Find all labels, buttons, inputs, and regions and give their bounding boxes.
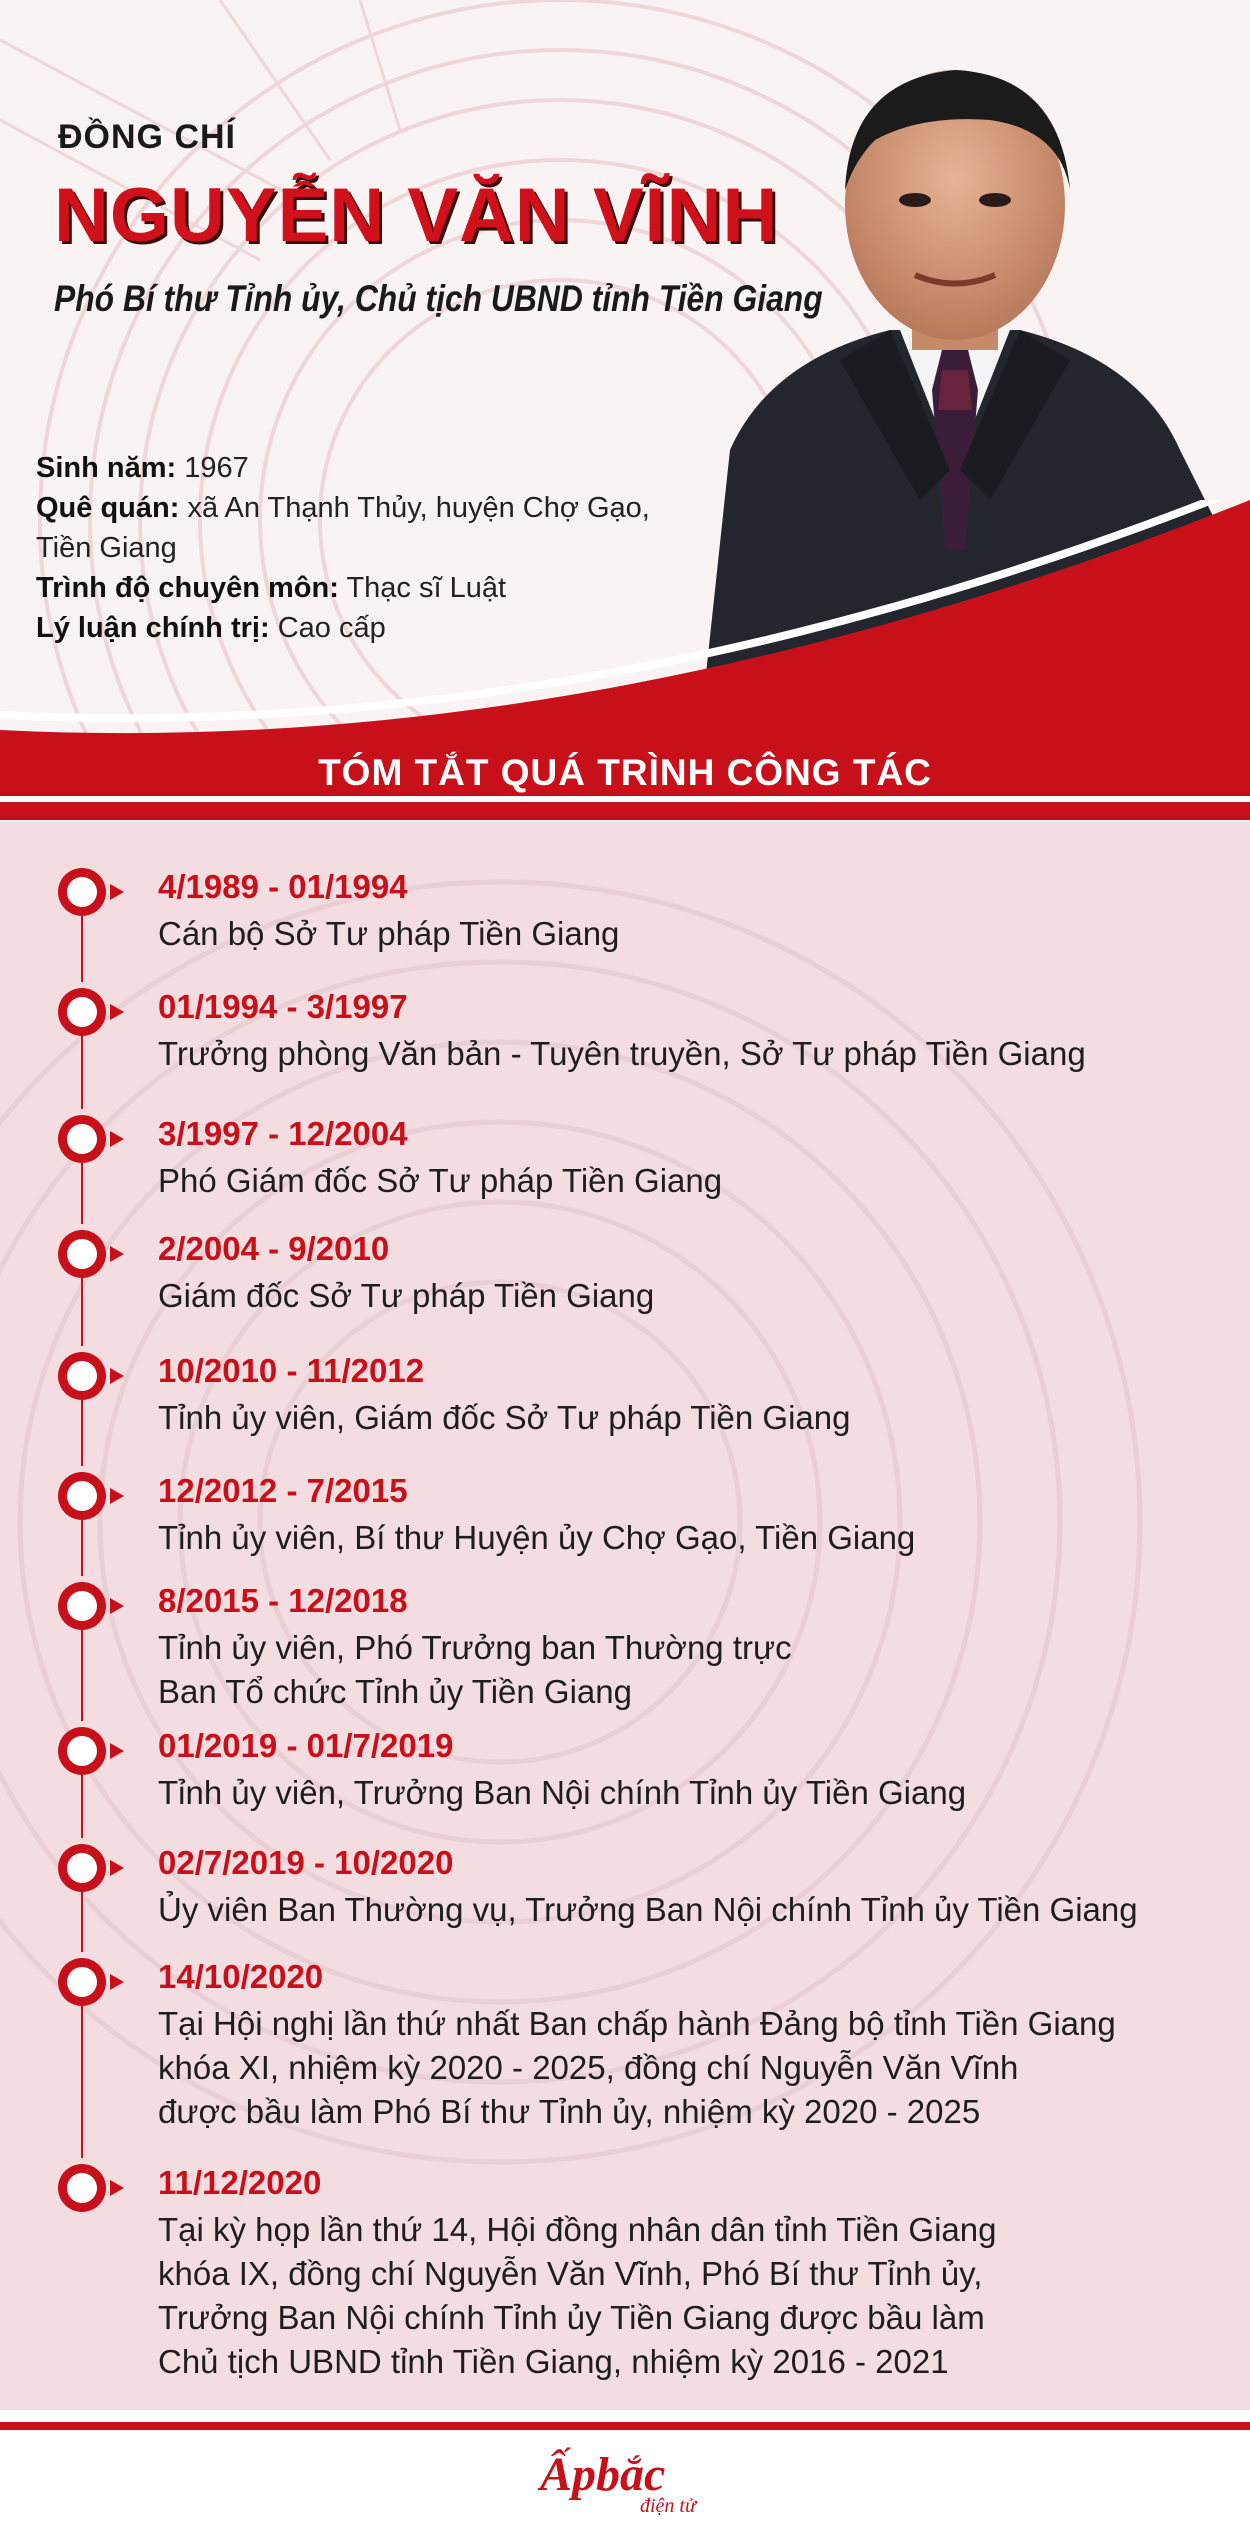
timeline-connector bbox=[81, 1163, 83, 1224]
timeline-description-line: khóa IX, đồng chí Nguyễn Văn Vĩnh, Phó Bí thư Tỉnh ủy, bbox=[158, 2255, 983, 2292]
timeline-description bbox=[158, 1032, 1208, 1076]
timeline-date: 02/7/2019 - 10/2020 bbox=[158, 1844, 454, 1881]
timeline-connector bbox=[81, 1892, 83, 1952]
timeline-description-line: Cán bộ Sở Tư pháp Tiền Giang bbox=[158, 915, 620, 952]
timeline-marker-icon bbox=[54, 862, 130, 922]
timeline-connector bbox=[81, 2006, 83, 2158]
svg-text:Ấpbắc: Ấpbắc bbox=[540, 2448, 666, 2501]
timeline-description-line: Tỉnh ủy viên, Trưởng Ban Nội chính Tỉnh ủy Tiền Giang bbox=[158, 1774, 967, 1811]
timeline-description-line: Ban Tổ chức Tỉnh ủy Tiền Giang bbox=[158, 1673, 632, 1710]
timeline-marker-icon bbox=[54, 1224, 130, 1284]
timeline-description-line: Ủy viên Ban Thường vụ, Trưởng Ban Nội chính Tỉnh ủy Tiền Giang bbox=[158, 1891, 1138, 1928]
timeline-connector bbox=[81, 1278, 83, 1346]
timeline-description-line: Phó Giám đốc Sở Tư pháp Tiền Giang bbox=[158, 1162, 723, 1199]
timeline-description-line: được bầu làm Phó Bí thư Tỉnh ủy, nhiệm kỳ 2020 - 2025 bbox=[158, 2093, 981, 2130]
apbac-logo bbox=[530, 2442, 730, 2517]
timeline-description bbox=[158, 1626, 1208, 1714]
politics-label: Lý luận chính trị: bbox=[36, 612, 270, 644]
timeline-date: 12/2012 - 7/2015 bbox=[158, 1472, 408, 1509]
footer-divider bbox=[0, 2422, 1250, 2430]
timeline-description bbox=[158, 1516, 1208, 1560]
timeline-description-line: Tại kỳ họp lần thứ 14, Hội đồng nhân dân tỉnh Tiền Giang bbox=[158, 2211, 997, 2248]
timeline-connector bbox=[81, 1630, 83, 1721]
timeline-description bbox=[158, 1396, 1208, 1440]
timeline-marker-icon bbox=[54, 982, 130, 1042]
timeline-description-line: khóa XI, nhiệm kỳ 2020 - 2025, đồng chí Nguyễn Văn Vĩnh bbox=[158, 2049, 1019, 2086]
politics-value: Cao cấp bbox=[277, 612, 386, 644]
timeline-connector bbox=[81, 1775, 83, 1838]
timeline-connector bbox=[81, 1036, 83, 1109]
section-title: TÓM TẮT QUÁ TRÌNH CÔNG TÁC bbox=[318, 752, 932, 793]
timeline-marker-icon bbox=[54, 1466, 130, 1526]
timeline-date: 3/1997 - 12/2004 bbox=[158, 1115, 408, 1152]
timeline-date: 2/2004 - 9/2010 bbox=[158, 1230, 390, 1267]
timeline-description bbox=[158, 2002, 1208, 2134]
timeline-date: 01/2019 - 01/7/2019 bbox=[158, 1727, 454, 1764]
hometown-value: xã An Thạnh Thủy, huyện Chợ Gạo, bbox=[187, 492, 650, 524]
timeline-description-line: Tại Hội nghị lần thứ nhất Ban chấp hành Đảng bộ tỉnh Tiền Giang bbox=[158, 2005, 1116, 2042]
timeline-date: 01/1994 - 3/1997 bbox=[158, 988, 408, 1025]
timeline-description bbox=[158, 912, 1208, 956]
hometown-value-2: Tiền Giang bbox=[36, 532, 177, 564]
education-value: Thạc sĩ Luật bbox=[346, 572, 507, 604]
timeline-connector bbox=[81, 1520, 83, 1576]
timeline-date: 8/2015 - 12/2018 bbox=[158, 1582, 408, 1619]
timeline-description bbox=[158, 1888, 1208, 1932]
timeline-marker-icon bbox=[54, 1721, 130, 1781]
timeline-description-line: Tỉnh ủy viên, Bí thư Huyện ủy Chợ Gạo, Tiền Giang bbox=[158, 1519, 916, 1556]
svg-text:điện tử: điện tử bbox=[640, 2495, 696, 2517]
timeline-date: 10/2010 - 11/2012 bbox=[158, 1352, 425, 1389]
timeline-connector bbox=[81, 1400, 83, 1466]
timeline-description bbox=[158, 1274, 1208, 1318]
timeline-connector bbox=[81, 916, 83, 982]
education-label: Trình độ chuyên môn: bbox=[36, 572, 339, 604]
timeline-marker-icon bbox=[54, 1576, 130, 1636]
timeline-marker-icon bbox=[54, 1838, 130, 1898]
timeline-date: 11/12/2020 bbox=[158, 2164, 322, 2201]
timeline-description bbox=[158, 2208, 1208, 2384]
timeline-marker-icon bbox=[54, 1952, 130, 2012]
timeline-date: 4/1989 - 01/1994 bbox=[158, 868, 408, 905]
birth-value: 1967 bbox=[184, 452, 249, 484]
person-position: Phó Bí thư Tỉnh ủy, Chủ tịch UBND tỉnh Tiền Giang bbox=[54, 278, 823, 319]
timeline-description bbox=[158, 1771, 1208, 1815]
timeline-description-line: Trưởng phòng Văn bản - Tuyên truyền, Sở Tư pháp Tiền Giang bbox=[158, 1035, 1086, 1072]
timeline-description-line: Tỉnh ủy viên, Phó Trưởng ban Thường trực bbox=[158, 1629, 792, 1666]
timeline-description bbox=[158, 1159, 1208, 1203]
timeline-marker-icon bbox=[54, 1346, 130, 1406]
person-name: NGUYỄN VĂN VĨNH bbox=[54, 173, 779, 258]
birth-label: Sinh năm: bbox=[36, 452, 177, 484]
timeline-marker-icon bbox=[54, 1109, 130, 1169]
timeline-date: 14/10/2020 bbox=[158, 1958, 324, 1995]
timeline-description-line: Giám đốc Sở Tư pháp Tiền Giang bbox=[158, 1277, 655, 1314]
timeline-description-line: Trưởng Ban Nội chính Tỉnh ủy Tiền Giang được bầu làm bbox=[158, 2299, 985, 2336]
hometown-label: Quê quán: bbox=[36, 492, 180, 524]
timeline-description-line: Tỉnh ủy viên, Giám đốc Sở Tư pháp Tiền Giang bbox=[158, 1399, 851, 1436]
timeline-marker-icon bbox=[54, 2158, 130, 2218]
timeline-description-line: Chủ tịch UBND tỉnh Tiền Giang, nhiệm kỳ 2016 - 2021 bbox=[158, 2343, 949, 2380]
intro-label: ĐỒNG CHÍ bbox=[58, 118, 236, 156]
